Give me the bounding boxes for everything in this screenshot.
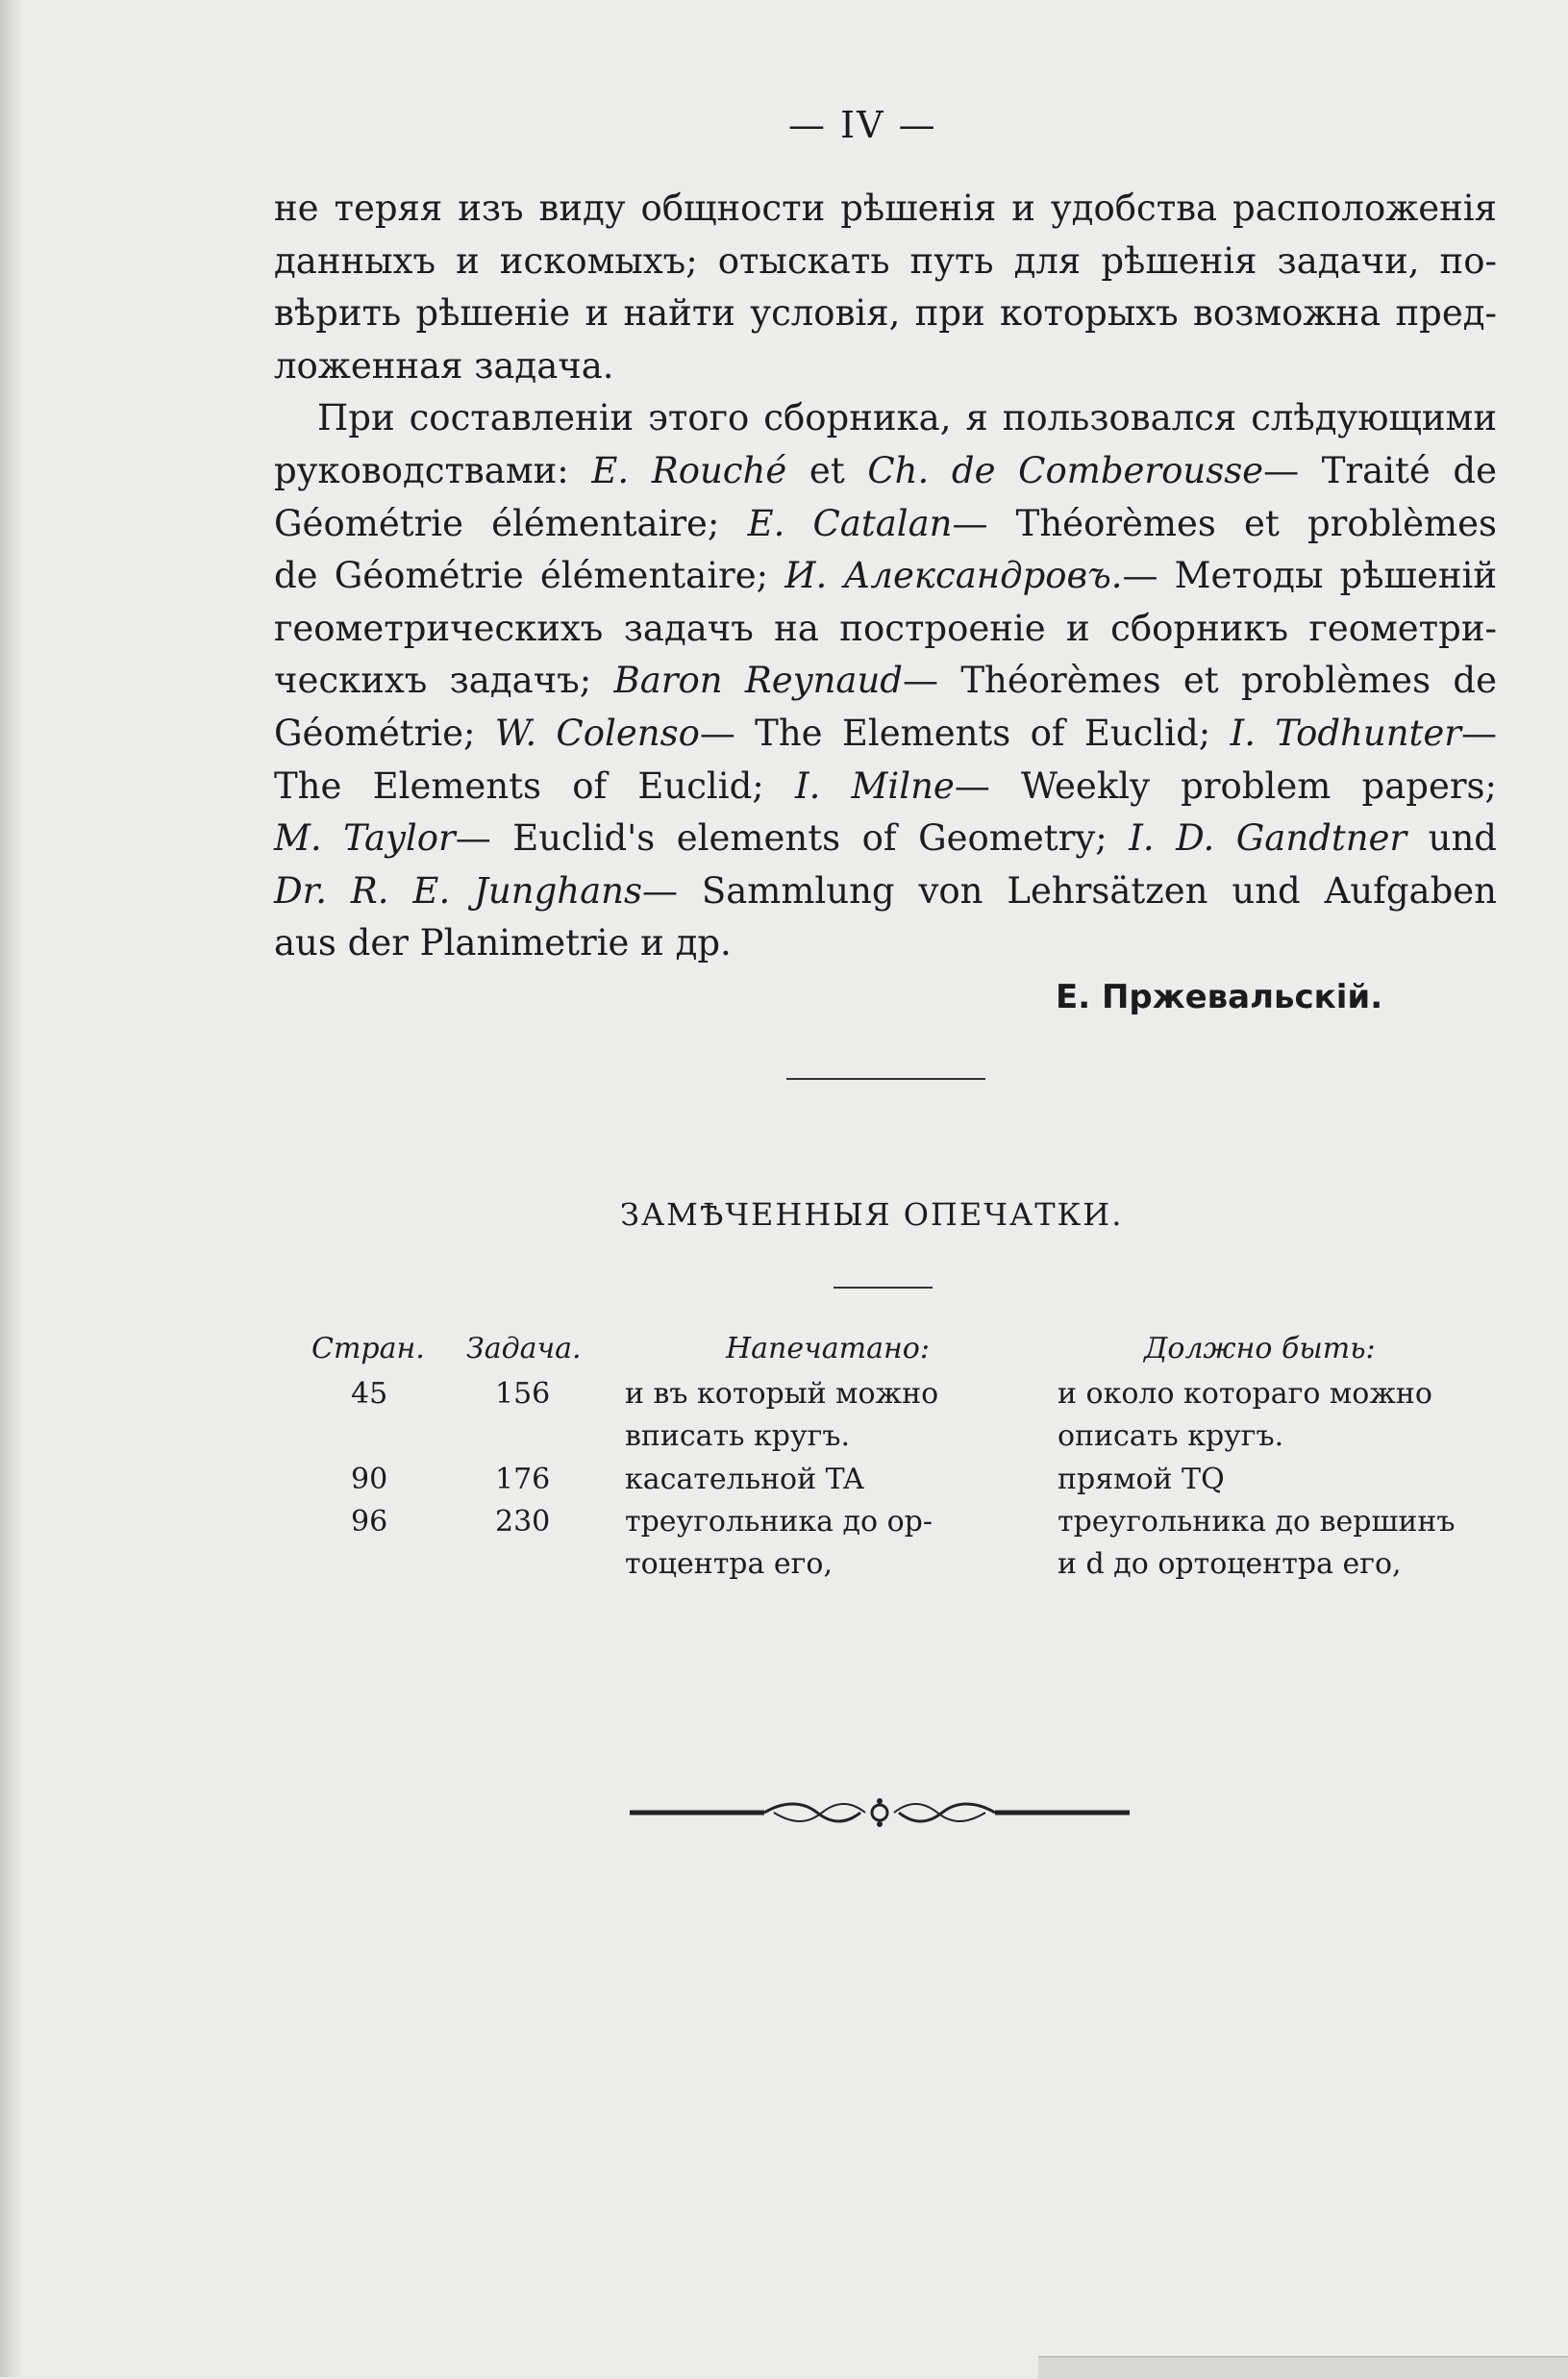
task-cell: 176 — [495, 1463, 551, 1496]
text-run: Géométrie élémentaire; — [274, 502, 720, 544]
text-line — [274, 708, 1497, 761]
text-line — [274, 550, 1497, 603]
task-cell: 156 — [495, 1377, 551, 1411]
author-name: I. D. Gandtner — [1129, 817, 1407, 860]
cell-line: треугольника до ор- — [625, 1505, 933, 1539]
cell-line: прямой TQ — [1058, 1463, 1225, 1496]
column-header-printed: Напечатано: — [726, 1332, 930, 1365]
printed-cell — [625, 1373, 938, 1458]
author-name: Ch. de Comberousse — [867, 449, 1264, 491]
author-name: E. Catalan — [747, 502, 953, 544]
ornament-divider-icon — [630, 1793, 1130, 1832]
text-line: При составленіи этого сборника, я пользовался слѣдующими — [317, 397, 1497, 439]
text-run: ческихъ задачъ; — [274, 660, 592, 702]
text-run: et — [809, 449, 845, 491]
page-bottom-edge — [1038, 2356, 1568, 2379]
text-line — [274, 655, 1497, 708]
printed-cell — [625, 1459, 864, 1501]
should-be-cell — [1058, 1459, 1225, 1501]
section-divider — [786, 1078, 985, 1080]
cell-line: и около котораго можно — [1058, 1377, 1432, 1411]
text-run: — Traité de — [1263, 449, 1498, 491]
text-run: — Euclid's elements of Geometry; — [455, 817, 1108, 860]
author-name: M. Taylor — [274, 817, 456, 860]
column-header-task: Задача. — [466, 1332, 582, 1365]
text-line — [274, 865, 1497, 918]
text-run: — Théorèmes et problèmes de — [902, 660, 1497, 702]
task-cell: 230 — [495, 1505, 551, 1539]
errata-title: ЗАМѢЧЕННЫЯ ОПЕЧАТКИ. — [620, 1196, 1124, 1233]
printed-cell — [625, 1501, 933, 1586]
author-name: Dr. R. E. Junghans — [274, 869, 642, 912]
text-run: — Sammlung von Lehrsätzen und Aufgaben — [641, 869, 1497, 912]
text-line: геометрическихъ задачъ на построеніе и сборникъ геометри- — [274, 607, 1497, 649]
column-header-should-be: Должно быть: — [1144, 1332, 1376, 1365]
text-line — [274, 761, 1497, 814]
cell-line: описать кругъ. — [1058, 1419, 1284, 1453]
text-line: не теряя изъ виду общности рѣшенія и удобства расположенія — [274, 188, 1497, 229]
text-run: — Методы рѣшеній — [1122, 555, 1497, 597]
author-name: E. Rouché — [591, 449, 787, 491]
text-line — [274, 445, 1497, 498]
column-header-page: Стран. — [311, 1332, 425, 1365]
author-name: Baron Reynaud — [613, 660, 903, 702]
page-cell: 45 — [351, 1377, 388, 1411]
text-run: de Géométrie élémentaire; — [274, 555, 769, 597]
page-cell: 96 — [351, 1505, 388, 1539]
should-be-cell — [1058, 1501, 1455, 1586]
page-number: — IV — — [788, 104, 937, 146]
author-name: W. Colenso — [494, 712, 700, 754]
text-line: ложенная задача. — [274, 344, 614, 387]
text-run: руководствами: — [274, 449, 569, 491]
cell-line: касательной TA — [625, 1463, 864, 1496]
text-line — [274, 498, 1497, 551]
cell-line: треугольника до вершинъ — [1058, 1505, 1456, 1539]
text-run: — — [1461, 712, 1497, 754]
text-run: — Weekly problem papers; — [954, 764, 1497, 807]
author-name: I. Milne — [794, 764, 955, 807]
cell-line: и въ который можно — [625, 1377, 939, 1411]
text-line — [274, 813, 1497, 865]
title-underline — [834, 1287, 933, 1289]
text-run: The Elements of Euclid; — [274, 764, 764, 807]
text-line: aus der Planimetrie и др. — [274, 922, 732, 964]
author-name: И. Александровъ. — [784, 555, 1123, 597]
preface-text — [274, 183, 1497, 970]
text-run: — Théorèmes et problèmes — [952, 502, 1497, 544]
page-cell: 90 — [351, 1463, 388, 1496]
cell-line: вписать кругъ. — [625, 1419, 850, 1453]
text-run: und — [1428, 817, 1497, 860]
errata-row — [308, 1501, 1500, 1616]
text-run: Géométrie; — [274, 712, 476, 754]
cell-line: и d до ортоцентра его, — [1058, 1547, 1402, 1581]
page-gutter-shadow — [0, 0, 23, 2377]
cell-line: тоцентра его, — [625, 1547, 833, 1581]
text-run: — The Elements of Euclid; — [699, 712, 1211, 754]
author-signature: Е. Пржевальскій. — [1056, 978, 1383, 1016]
text-line: вѣрить рѣшеніе и найти условія, при которыхъ возможна пред- — [274, 292, 1497, 335]
should-be-cell — [1058, 1373, 1432, 1458]
author-name: I. Todhunter — [1230, 712, 1461, 754]
text-line: данныхъ и искомыхъ; отыскать путь для рѣшенія задачи, по- — [274, 239, 1497, 282]
